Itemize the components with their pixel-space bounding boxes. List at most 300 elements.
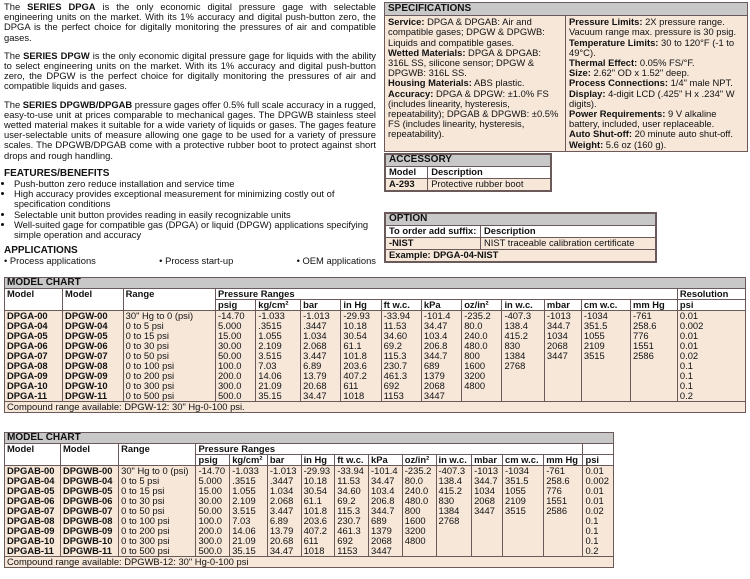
- table-cell: 7.03: [230, 516, 268, 526]
- table-cell: 50.00: [215, 351, 255, 361]
- chart-col-resolution: [583, 444, 613, 455]
- accessory-title: ACCESSORY: [386, 155, 551, 167]
- chart-unit-header: oz/in²: [402, 455, 436, 466]
- table-cell: DPGA-06: [5, 341, 63, 351]
- list-item: • Process start-up: [159, 255, 234, 267]
- chart-unit-header: bar: [267, 455, 301, 466]
- table-cell: 15.00: [196, 486, 230, 496]
- chart-unit-header: mm Hg: [544, 455, 583, 466]
- table-cell: -33.94: [381, 311, 421, 322]
- chart-unit-header: in w.c.: [436, 455, 472, 466]
- table-cell: 3515: [581, 351, 630, 361]
- table-cell: .3447: [267, 476, 301, 486]
- table-cell: 2068: [421, 381, 461, 391]
- table-cell: 3515: [503, 506, 544, 516]
- table-cell: 115.3: [381, 351, 421, 361]
- table-cell: 13.79: [267, 526, 301, 536]
- table-cell: 344.7: [369, 506, 403, 516]
- table-cell: -1.013: [301, 311, 341, 322]
- table-cell: [544, 536, 583, 546]
- table-cell: 1379: [369, 526, 403, 536]
- table-cell: 611: [341, 381, 381, 391]
- table-cell: [462, 391, 502, 402]
- table-cell: DPGA-04: [5, 321, 63, 331]
- table-cell: 689: [421, 361, 461, 371]
- spec-service: Service: DPGA & DPGAB: Air and compatible gases; DPGW & DPGWB: Liquids and compatible gases.: [388, 16, 545, 48]
- table-cell: 50.00: [196, 506, 230, 516]
- table-cell: 206.8: [369, 496, 403, 506]
- table-cell: DPGWB-11: [60, 546, 118, 557]
- table-cell: -14.70: [196, 466, 230, 477]
- table-cell: 0 to 15 psi: [123, 331, 215, 341]
- list-item: • OEM applications: [296, 255, 376, 267]
- chart-unit-header: bar: [301, 300, 341, 311]
- table-cell: 2068: [472, 496, 503, 506]
- table-cell: 3200: [462, 371, 502, 381]
- table-cell: DPGA-08: [5, 361, 63, 371]
- chart-unit-header: in Hg: [341, 300, 381, 311]
- option-box: [384, 212, 657, 263]
- table-cell: 0 to 100 psi: [119, 516, 196, 526]
- table-cell: 101.8: [301, 506, 335, 516]
- table-cell: 1.055: [256, 331, 301, 341]
- intro-dpgw: The SERIES DPGW is the only economic digital pressure gage for liquids with the ability to select engineering units on the market. With its 1% accuracy and digital push-button zero, the DPGW is the perfect choice for digitally monitoring the pressures of air and compatible liquids and gases.: [4, 49, 376, 92]
- features-list: [4, 179, 376, 240]
- table-cell: 240.0: [462, 331, 502, 341]
- table-cell: 3447: [369, 546, 403, 557]
- chart-group-pressure: Pressure Ranges: [196, 444, 583, 455]
- table-cell: 69.2: [381, 341, 421, 351]
- table-cell: 0 to 5 psi: [123, 321, 215, 331]
- chart-col-model-2: Model: [60, 444, 118, 466]
- option-desc: NIST traceable calibration certificate: [481, 238, 656, 250]
- table-cell: 0 to 5 psi: [119, 476, 196, 486]
- table-cell: DPGWB-06: [60, 496, 118, 506]
- table-cell: 21.09: [230, 536, 268, 546]
- table-cell: [502, 381, 544, 391]
- chart-col-model-2: Model: [63, 289, 124, 311]
- spec-size: Size: 2.62" OD x 1.52" deep.: [569, 67, 690, 79]
- chart-unit-header: kg/cm²: [256, 300, 301, 311]
- spec-thermal: Thermal Effect: 0.05% FS/°F.: [569, 57, 695, 69]
- table-cell: [581, 391, 630, 402]
- table-cell: 2.068: [301, 341, 341, 351]
- table-cell: 461.3: [335, 526, 369, 536]
- table-cell: 30" Hg to 0 (psi): [119, 466, 196, 477]
- spec-pressure-limits: Pressure Limits: 2X pressure range. Vacuum range max. pressure is 30 psig.: [569, 16, 737, 38]
- table-cell: 692: [381, 381, 421, 391]
- table-cell: 461.3: [381, 371, 421, 381]
- table-cell: 0.01: [677, 341, 745, 351]
- chart-unit-header: oz/in²: [462, 300, 502, 311]
- chart-col-resolution: Resolution: [677, 289, 745, 300]
- features-title: FEATURES/BENEFITS: [4, 167, 110, 179]
- table-cell: 0.002: [583, 476, 613, 486]
- table-cell: 0.1: [677, 381, 745, 391]
- chart-col-model: Model: [5, 289, 63, 311]
- table-cell: 7.03: [256, 361, 301, 371]
- chart-unit-header: kPa: [369, 455, 403, 466]
- chart-col-model: Model: [5, 444, 60, 466]
- table-cell: DPGWB-05: [60, 486, 118, 496]
- spec-left: [385, 16, 566, 151]
- table-row: [5, 371, 745, 381]
- table-cell: 20.68: [267, 536, 301, 546]
- table-cell: 4800: [462, 381, 502, 391]
- table-cell: 0.02: [583, 506, 613, 516]
- spec-wetted: Wetted Materials: DPGA & DPGAB: 316L SS, silicone sensor; DPGW & DPGWB: 316L SS.: [388, 46, 541, 79]
- table-cell: -101.4: [421, 311, 461, 322]
- spec-power: Power Requirements: 9 V alkaline battery, included, user replaceable.: [569, 108, 717, 130]
- table-cell: 0 to 15 psi: [119, 486, 196, 496]
- table-cell: 258.6: [544, 476, 583, 486]
- table-cell: 689: [369, 516, 403, 526]
- table-cell: 3447: [472, 506, 503, 516]
- spec-temp-limits: Temperature Limits: 30 to 120°F (-1 to 49°C).: [569, 36, 735, 58]
- option-col-suffix: To order add suffix:: [386, 226, 481, 238]
- table-cell: 0.1: [677, 361, 745, 371]
- table-cell: 1551: [544, 496, 583, 506]
- table-cell: 138.4: [502, 321, 544, 331]
- table-cell: 2.109: [230, 496, 268, 506]
- accessory-box: [384, 153, 552, 192]
- table-cell: 830: [502, 341, 544, 351]
- table-cell: 1153: [335, 546, 369, 557]
- table-cell: DPGAB-07: [5, 506, 60, 516]
- spec-right: [566, 16, 747, 151]
- chart-note: Compound range available: DPGWB-12: 30" Hg-0-100 psi: [5, 557, 613, 568]
- table-cell: 0.1: [583, 516, 613, 526]
- table-cell: 34.60: [381, 331, 421, 341]
- table-cell: -1013: [472, 466, 503, 477]
- table-cell: 138.4: [436, 476, 472, 486]
- table-cell: 0 to 30 psi: [119, 496, 196, 506]
- table-cell: [581, 381, 630, 391]
- table-cell: [544, 516, 583, 526]
- list-item: • Selectable unit button provides reading in easily recognizable units: [14, 210, 376, 220]
- chart-unit-header: psig: [196, 455, 230, 466]
- table-cell: 830: [436, 496, 472, 506]
- intro-dpgwb: The SERIES DPGWB/DPGAB pressure gages offer 0.5% full scale accuracy in a rugged, easy-to-use unit at prices comparable to mechanical gages. The DPGWB stainless steel wetted material makes it suitable for a wide variety of liquids or gases. The gages feature user-selectable units of measure allowing one gage to be used for a variety of pressure scales. The DPGWB/DPGAB come with a protective rubber boot to protect against short drops and rough handling.: [4, 98, 377, 161]
- table-cell: 0 to 200 psi: [123, 371, 215, 381]
- table-cell: .3515: [256, 321, 301, 331]
- table-row: [5, 351, 745, 361]
- chart-unit-header: psig: [215, 300, 255, 311]
- table-cell: 1600: [402, 516, 436, 526]
- table-cell: 103.4: [369, 486, 403, 496]
- table-cell: 6.89: [267, 516, 301, 526]
- table-cell: 800: [402, 506, 436, 516]
- table-cell: 351.5: [503, 476, 544, 486]
- table-cell: DPGWB-09: [60, 526, 118, 536]
- table-cell: 34.47: [421, 321, 461, 331]
- table-cell: .3447: [301, 321, 341, 331]
- table-cell: 5.000: [196, 476, 230, 486]
- chart-col-range: Range: [123, 289, 215, 311]
- table-cell: DPGA-07: [5, 351, 63, 361]
- chart-unit-header: ft w.c.: [335, 455, 369, 466]
- table-cell: 2.068: [267, 496, 301, 506]
- specifications-box: [384, 2, 748, 152]
- table-cell: 344.7: [544, 321, 581, 331]
- table-cell: DPGWB-07: [60, 506, 118, 516]
- chart-col-range: Range: [119, 444, 196, 466]
- table-cell: 2109: [503, 496, 544, 506]
- table-cell: 11.53: [381, 321, 421, 331]
- intro-dpga: The SERIES DPGA is the only economic digital pressure gage with selectable engineering units on the market. With its 1% accuracy and digital push-button zero, the DPGA is the perfect choice for digitally monitoring the pressures of air and compatible gases.: [4, 1, 377, 43]
- table-cell: -1.013: [267, 466, 301, 477]
- table-cell: DPGAB-08: [5, 516, 60, 526]
- table-cell: [544, 546, 583, 557]
- spec-connections: Process Connections: 1/4" male NPT.: [569, 77, 733, 89]
- accessory-col-model: Model: [386, 167, 428, 179]
- table-cell: [503, 536, 544, 546]
- chart-title: MODEL CHART: [5, 433, 613, 444]
- chart-unit-header: mm Hg: [630, 300, 677, 311]
- table-cell: -101.4: [369, 466, 403, 477]
- table-cell: 0.01: [583, 466, 613, 477]
- table-cell: [502, 391, 544, 402]
- table-cell: [544, 371, 581, 381]
- table-cell: [630, 361, 677, 371]
- table-cell: 1384: [436, 506, 472, 516]
- table-cell: 1551: [630, 341, 677, 351]
- table-cell: [472, 536, 503, 546]
- table-cell: 0 to 100 psi: [123, 361, 215, 371]
- table-cell: [436, 546, 472, 557]
- table-cell: 34.60: [335, 486, 369, 496]
- table-cell: 692: [335, 536, 369, 546]
- table-cell: [436, 536, 472, 546]
- table-cell: [544, 526, 583, 536]
- table-cell: 480.0: [402, 496, 436, 506]
- table-cell: DPGA-09: [5, 371, 63, 381]
- chart-unit-header: mbar: [544, 300, 581, 311]
- table-cell: DPGW-05: [63, 331, 124, 341]
- spec-accuracy: Accuracy: DPGA & DPGW: ±1.0% FS (includes linearity, hysteresis, repeatability); DPGAB & DPGWB: ±0.5% FS (includes linearity, hysteresis, repeatability).: [388, 87, 559, 140]
- table-cell: 2586: [630, 351, 677, 361]
- specifications-title: SPECIFICATIONS: [385, 3, 747, 16]
- table-cell: 69.2: [335, 496, 369, 506]
- table-cell: 0 to 300 psi: [119, 536, 196, 546]
- table-cell: DPGW-11: [63, 391, 124, 402]
- table-cell: -33.94: [335, 466, 369, 477]
- table-cell: 10.18: [301, 476, 335, 486]
- table-cell: 30.54: [301, 486, 335, 496]
- chart-unit-header: cm w.c.: [581, 300, 630, 311]
- table-cell: [436, 526, 472, 536]
- table-cell: 100.0: [196, 516, 230, 526]
- table-cell: 2768: [502, 361, 544, 371]
- table-cell: 611: [301, 536, 335, 546]
- table-cell: 14.06: [230, 526, 268, 536]
- chart-unit-header: kPa: [421, 300, 461, 311]
- table-cell: 500.0: [196, 546, 230, 557]
- table-cell: DPGW-04: [63, 321, 124, 331]
- chart-unit-header: kg/cm²: [230, 455, 268, 466]
- table-cell: [544, 381, 581, 391]
- table-cell: [472, 526, 503, 536]
- table-cell: 0.01: [677, 311, 745, 322]
- table-cell: 15.00: [215, 331, 255, 341]
- table-cell: [630, 371, 677, 381]
- table-cell: DPGW-06: [63, 341, 124, 351]
- list-item: • High accuracy provides exceptional measurement for minimizing costly out of specification conditions: [14, 189, 376, 209]
- table-cell: 35.15: [256, 391, 301, 402]
- table-cell: DPGW-00: [63, 311, 124, 322]
- table-cell: 103.4: [421, 331, 461, 341]
- table-cell: 34.47: [267, 546, 301, 557]
- table-cell: 0.002: [677, 321, 745, 331]
- table-cell: 0.01: [583, 496, 613, 506]
- table-cell: -14.70: [215, 311, 255, 322]
- option-suffix: -NIST: [386, 238, 481, 250]
- table-cell: 415.2: [436, 486, 472, 496]
- chart-unit-header: mbar: [472, 455, 503, 466]
- table-cell: DPGW-08: [63, 361, 124, 371]
- table-cell: 80.0: [402, 476, 436, 486]
- table-cell: 258.6: [630, 321, 677, 331]
- table-cell: 2586: [544, 506, 583, 516]
- table-cell: 1384: [502, 351, 544, 361]
- table-cell: -1034: [581, 311, 630, 322]
- table-cell: 407.2: [301, 526, 335, 536]
- table-cell: [472, 546, 503, 557]
- table-row: [5, 391, 745, 402]
- table-cell: 230.7: [335, 516, 369, 526]
- applications-title: APPLICATIONS: [4, 245, 78, 257]
- table-cell: [503, 546, 544, 557]
- table-cell: 1018: [301, 546, 335, 557]
- table-cell: DPGAB-11: [5, 546, 60, 557]
- table-cell: DPGA-11: [5, 391, 63, 402]
- table-cell: 35.15: [230, 546, 268, 557]
- table-cell: 500.0: [215, 391, 255, 402]
- table-row: [5, 546, 613, 557]
- option-example: Example: DPGA-04-NIST: [386, 250, 656, 262]
- table-cell: 21.09: [256, 381, 301, 391]
- table-cell: 5.000: [215, 321, 255, 331]
- table-cell: -29.93: [301, 466, 335, 477]
- table-cell: 4800: [402, 536, 436, 546]
- table-cell: 3447: [421, 391, 461, 402]
- model-chart-dpgab: [4, 432, 614, 568]
- spec-weight: Weight: 5.6 oz (160 g).: [569, 138, 667, 150]
- table-cell: 1600: [462, 361, 502, 371]
- chart-unit-header: in w.c.: [502, 300, 544, 311]
- table-cell: 1.034: [267, 486, 301, 496]
- table-cell: DPGWB-08: [60, 516, 118, 526]
- chart-unit-header: in Hg: [301, 455, 335, 466]
- table-cell: DPGA-10: [5, 381, 63, 391]
- table-cell: 34.47: [301, 391, 341, 402]
- chart-unit-header: psi: [583, 455, 613, 466]
- table-cell: 100.0: [215, 361, 255, 371]
- table-cell: 1055: [581, 331, 630, 341]
- table-cell: -1.033: [230, 466, 268, 477]
- table-cell: [544, 391, 581, 402]
- table-cell: -1034: [503, 466, 544, 477]
- table-cell: -29.93: [341, 311, 381, 322]
- table-cell: -407.3: [502, 311, 544, 322]
- table-cell: 200.0: [196, 526, 230, 536]
- chart-unit-header: psi: [677, 300, 745, 311]
- table-cell: -407.3: [436, 466, 472, 477]
- table-row: [5, 361, 745, 371]
- table-cell: 800: [462, 351, 502, 361]
- table-cell: 0.2: [677, 391, 745, 402]
- table-cell: [630, 391, 677, 402]
- table-cell: 0 to 50 psi: [119, 506, 196, 516]
- table-cell: 415.2: [502, 331, 544, 341]
- table-cell: 3.515: [230, 506, 268, 516]
- chart-group-pressure: Pressure Ranges: [215, 289, 677, 300]
- table-cell: [581, 361, 630, 371]
- table-cell: 3447: [544, 351, 581, 361]
- table-cell: DPGAB-00: [5, 466, 60, 477]
- table-cell: 203.6: [301, 516, 335, 526]
- table-cell: [503, 526, 544, 536]
- table-cell: 300.0: [196, 536, 230, 546]
- table-cell: [472, 516, 503, 526]
- table-cell: [503, 516, 544, 526]
- table-cell: [502, 371, 544, 381]
- table-cell: 200.0: [215, 371, 255, 381]
- table-row: [5, 381, 745, 391]
- table-cell: 776: [630, 331, 677, 341]
- table-cell: 344.7: [421, 351, 461, 361]
- list-item: • Push-button zero reduce installation and service time: [14, 179, 376, 189]
- intro-column: [4, 2, 376, 267]
- table-cell: 351.5: [581, 321, 630, 331]
- table-cell: DPGA-00: [5, 311, 63, 322]
- table-cell: 80.0: [462, 321, 502, 331]
- accessory-desc: Protective rubber boot: [428, 179, 551, 191]
- table-cell: DPGAB-04: [5, 476, 60, 486]
- table-cell: 2109: [581, 341, 630, 351]
- table-cell: 0.1: [677, 371, 745, 381]
- table-cell: 30" Hg to 0 (psi): [123, 311, 215, 322]
- table-cell: 3.447: [301, 351, 341, 361]
- table-cell: 1.055: [230, 486, 268, 496]
- spec-shutoff: Auto Shut-off: 20 minute auto shut-off.: [569, 128, 733, 140]
- table-cell: 206.8: [421, 341, 461, 351]
- table-cell: 115.3: [335, 506, 369, 516]
- accessory-model: A-293: [386, 179, 428, 191]
- table-cell: -761: [630, 311, 677, 322]
- table-cell: -1.033: [256, 311, 301, 322]
- accessory-col-desc: Description: [428, 167, 551, 179]
- table-cell: DPGA-05: [5, 331, 63, 341]
- table-cell: [630, 381, 677, 391]
- list-item: • Well-suited gage for compatible gas (DPGA) or liquid (DPGW) applications specifying simple operation and accuracy: [14, 220, 376, 240]
- table-cell: DPGAB-06: [5, 496, 60, 506]
- table-cell: 0 to 500 psi: [119, 546, 196, 557]
- table-cell: 3.447: [267, 506, 301, 516]
- table-cell: 61.1: [341, 341, 381, 351]
- table-cell: 0.01: [583, 486, 613, 496]
- table-cell: 776: [544, 486, 583, 496]
- table-cell: 0 to 500 psi: [123, 391, 215, 402]
- table-cell: 1153: [381, 391, 421, 402]
- table-cell: 2068: [544, 341, 581, 351]
- table-cell: DPGWB-10: [60, 536, 118, 546]
- table-cell: [544, 361, 581, 371]
- spec-housing: Housing Materials: ABS plastic.: [388, 77, 525, 89]
- spec-display: Display: 4-digit LCD (.425" H x .234" W digits).: [569, 87, 735, 109]
- table-cell: DPGAB-05: [5, 486, 60, 496]
- table-cell: 0.02: [677, 351, 745, 361]
